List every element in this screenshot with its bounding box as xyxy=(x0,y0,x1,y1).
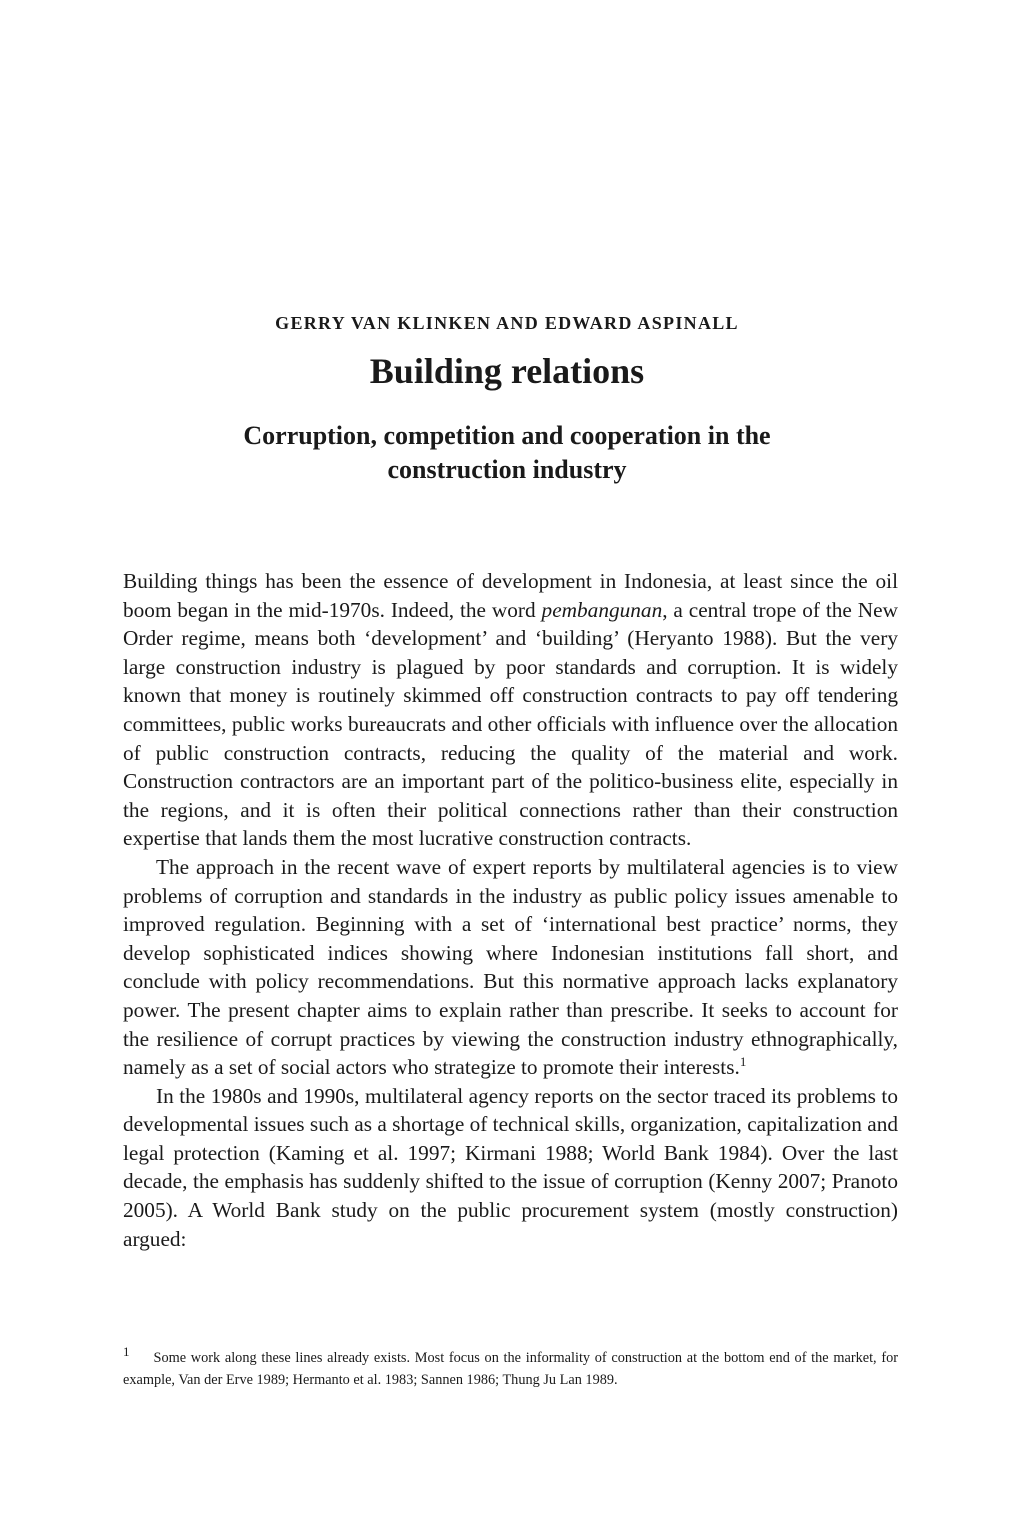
chapter-title: Building relations xyxy=(369,351,645,391)
paragraph-2-text: The approach in the recent wave of expert reports by multilateral agencies is to view problems of corruption and standards in the industry as public policy issues amenable to improved regulation. Beginning with a set of ‘international best practice’ norms, they develop sophisticated indices showing where Indonesian institutions fall short, and conclude with policy recommendations. But this normative approach lacks explanatory power. The present chapter aims to explain rather than prescribe. It seeks to account for the resilience of corrupt practices by viewing the construction industry ethnographically, namely as a set of social actors who strategize to promote their interests. xyxy=(123,854,898,1080)
paragraph-1-text-a: Building things has been the essence of development in Indonesia, at least since the oil boom began in the mid-1970s. Indeed, the word xyxy=(123,569,898,622)
footnote-reference[interactable]: 1 xyxy=(739,1054,747,1069)
footnote-number: 1 xyxy=(123,1344,130,1360)
paragraph-1 xyxy=(123,567,898,853)
paragraph-3: In the 1980s and 1990s, multilateral agency reports on the sector traced its problems to developmental issues such as a shortage of technical skills, organization, capitalization and legal protection (Kaming et al. 1997; Kirmani 1988; World Bank 1984). Over the last decade, the emphasis has suddenly shifted to the issue of corruption (Kenny 2007; Pranoto 2005). A World Bank study on the public procurement system (mostly construction) argued: xyxy=(123,1083,898,1251)
footnote xyxy=(123,1344,898,1391)
chapter-subtitle: Corruption, competition and cooperation in the construction industry xyxy=(243,421,771,484)
paragraph-2 xyxy=(123,853,898,1082)
footnote-text: Some work along these lines already exists. Most focus on the informality of construction at the bottom end of the market, for example, Van der Erve 1989; Hermanto et al. 1983; Sannen 1986; Thung Ju Lan 1989. xyxy=(123,1350,898,1388)
paragraph-1-text-b: , a central trope of the New Order regime, means both ‘development’ and ‘building’ (Heryanto 1988). But the very large construction industry is plagued by poor standards and corruption. It is widely known that money is routinely skimmed off construction contracts to pay off tendering committees, public works bureaucrats and other officials with influence over the allocation of public construction contracts, reducing the quality of the material and work. Construction contractors are an important part of the politico-business elite, especially in the regions, and it is often their political connections rather than their construction expertise that lands them the most lucrative construction contracts. xyxy=(123,597,898,851)
chapter-body xyxy=(123,567,898,1253)
emphasis-pembangunan: pembangunan xyxy=(541,597,663,622)
chapter-authors: GERRY VAN KLINKEN AND EDWARD ASPINALL xyxy=(275,313,739,333)
